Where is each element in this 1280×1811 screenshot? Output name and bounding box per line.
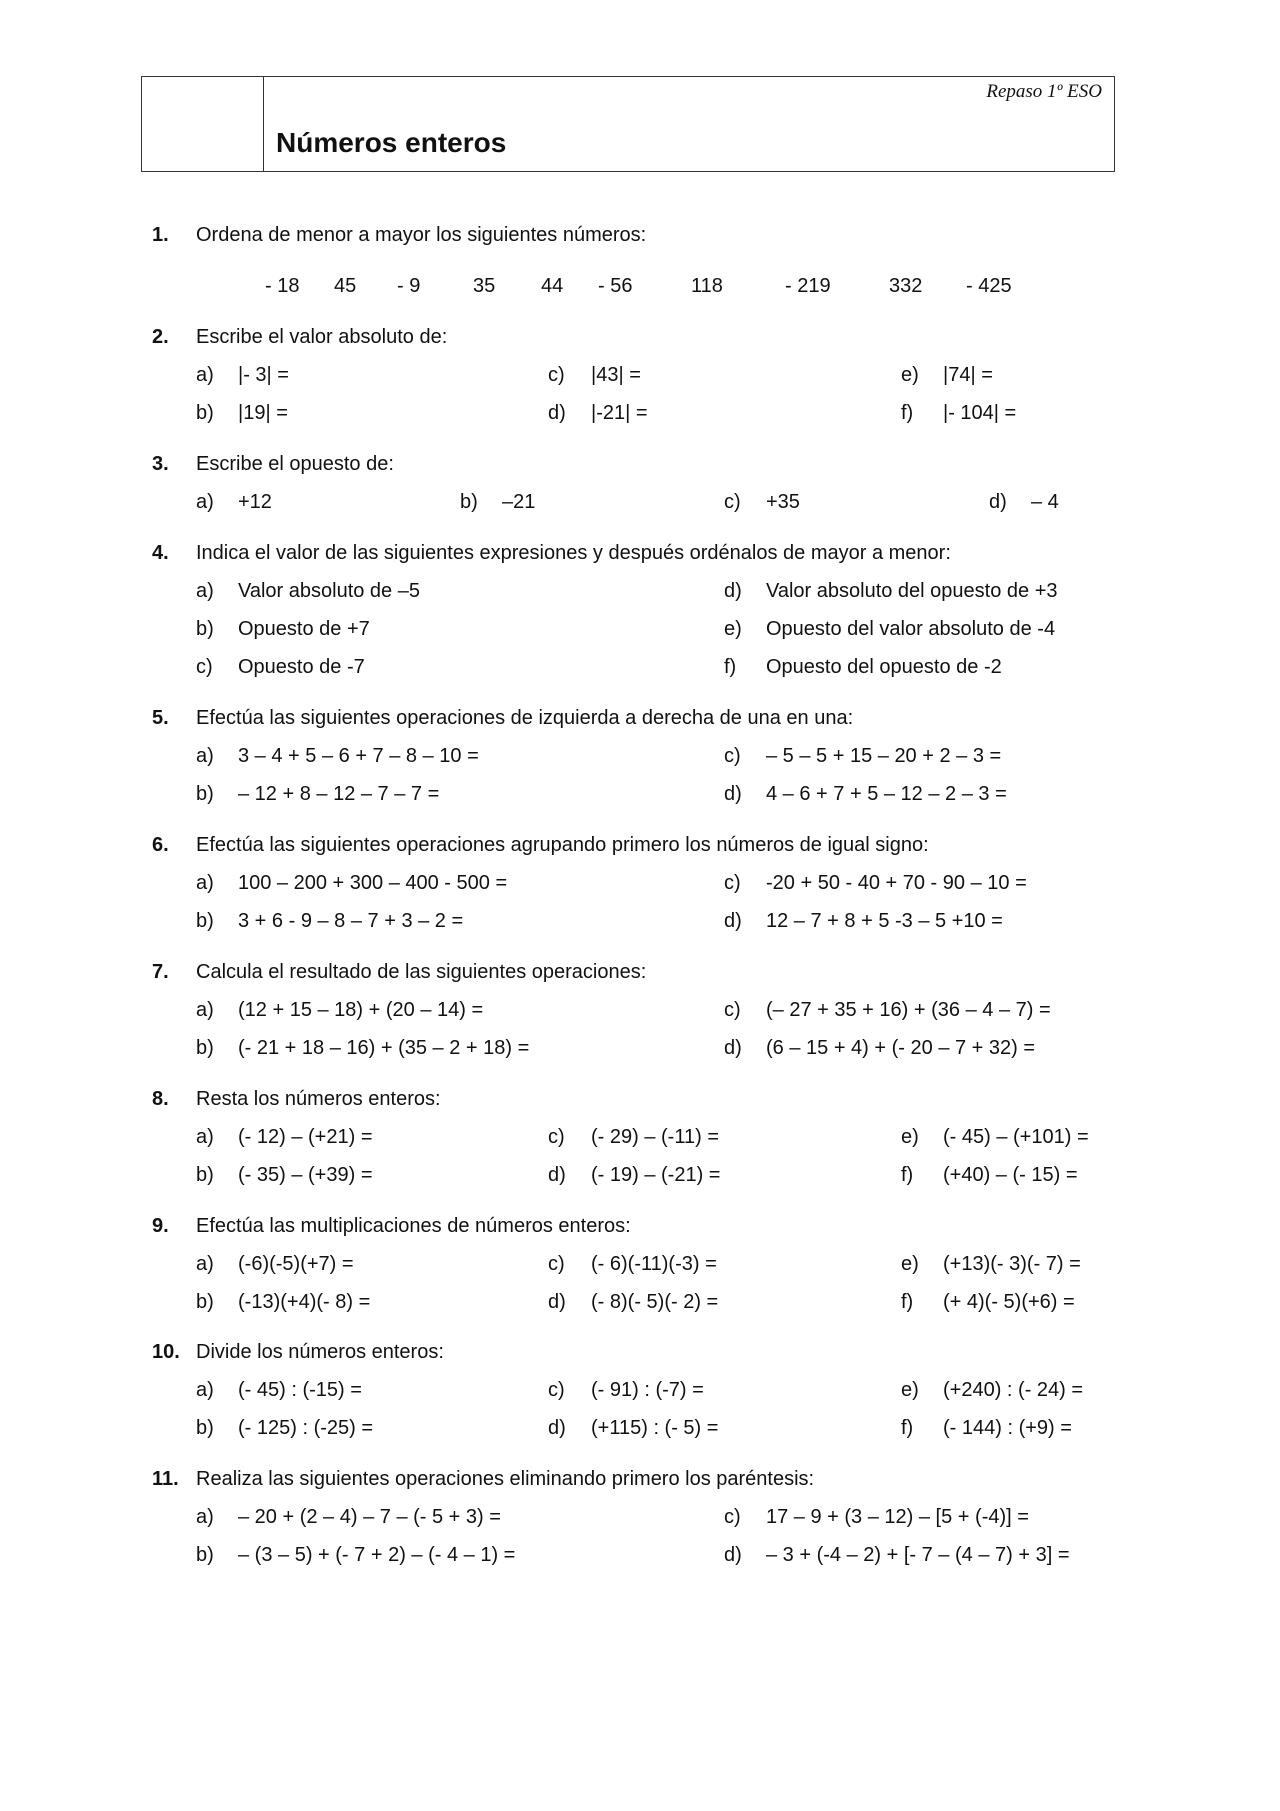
item-expression: Valor absoluto del opuesto de +3 bbox=[766, 580, 1058, 602]
item-expression: 17 – 9 + (3 – 12) – [5 + (-4)] = bbox=[766, 1506, 1029, 1528]
exercise-number: 4. bbox=[152, 542, 169, 564]
item-label: b) bbox=[196, 910, 214, 932]
item-expression: (– 27 + 35 + 16) + (36 – 4 – 7) = bbox=[766, 999, 1051, 1021]
item-expression: 4 – 6 + 7 + 5 – 12 – 2 – 3 = bbox=[766, 783, 1007, 805]
item-label: e) bbox=[724, 618, 742, 640]
item-label: d) bbox=[724, 580, 742, 602]
exercise-statement: Efectúa las siguientes operaciones agrupando primero los números de igual signo: bbox=[196, 834, 929, 856]
item-label: f) bbox=[901, 1291, 914, 1313]
exercise-number: 3. bbox=[152, 453, 169, 475]
item-row bbox=[0, 1379, 1280, 1407]
item-expression: (- 29) – (-11) = bbox=[591, 1126, 719, 1148]
exercise-number: 1. bbox=[152, 224, 169, 246]
item-label: c) bbox=[548, 1126, 565, 1148]
item-label: b) bbox=[196, 1417, 214, 1439]
exercise-statement: Divide los números enteros: bbox=[196, 1341, 444, 1363]
item-label: f) bbox=[901, 1164, 914, 1186]
item-expression: – (3 – 5) + (- 7 + 2) – (- 4 – 1) = bbox=[238, 1544, 516, 1566]
item-expression: Opuesto del valor absoluto de -4 bbox=[766, 618, 1056, 640]
item-expression: (- 12) – (+21) = bbox=[238, 1126, 373, 1148]
item-label: a) bbox=[196, 580, 214, 602]
item-row bbox=[0, 1126, 1280, 1154]
item-row bbox=[0, 1544, 1280, 1572]
item-expression: (- 6)(-11)(-3) = bbox=[591, 1253, 717, 1275]
item-row bbox=[0, 618, 1280, 646]
exercise-statement: Escribe el valor absoluto de: bbox=[196, 326, 448, 348]
exercise-number: 7. bbox=[152, 961, 169, 983]
item-label: d) bbox=[724, 1037, 742, 1059]
exercise-statement: Resta los números enteros: bbox=[196, 1088, 441, 1110]
item-label: c) bbox=[548, 1379, 565, 1401]
item-label: e) bbox=[901, 364, 919, 386]
item-row bbox=[0, 491, 1280, 519]
item-expression: (+ 4)(- 5)(+6) = bbox=[943, 1291, 1075, 1313]
item-expression: |43| = bbox=[591, 364, 641, 386]
item-label: b) bbox=[460, 491, 478, 513]
item-row bbox=[0, 580, 1280, 608]
sequence-number: - 18 bbox=[265, 275, 300, 297]
item-row bbox=[0, 364, 1280, 392]
exercise-number: 10. bbox=[152, 1341, 180, 1363]
item-expression: (-6)(-5)(+7) = bbox=[238, 1253, 354, 1275]
exercise-number: 5. bbox=[152, 707, 169, 729]
header-subtitle: Repaso 1º ESO bbox=[986, 81, 1102, 102]
exercise-number: 6. bbox=[152, 834, 169, 856]
item-label: e) bbox=[901, 1126, 919, 1148]
item-label: c) bbox=[548, 364, 565, 386]
item-label: d) bbox=[548, 402, 566, 424]
item-expression: -20 + 50 - 40 + 70 - 90 – 10 = bbox=[766, 872, 1027, 894]
item-label: a) bbox=[196, 1253, 214, 1275]
item-expression: 3 – 4 + 5 – 6 + 7 – 8 – 10 = bbox=[238, 745, 479, 767]
item-label: a) bbox=[196, 999, 214, 1021]
page-title: Números enteros bbox=[276, 127, 507, 158]
item-label: f) bbox=[724, 656, 737, 678]
item-expression: (+13)(- 3)(- 7) = bbox=[943, 1253, 1081, 1275]
item-expression: (- 19) – (-21) = bbox=[591, 1164, 721, 1186]
exercise-statement: Indica el valor de las siguientes expresiones y después ordénalos de mayor a menor: bbox=[196, 542, 951, 564]
item-row bbox=[0, 1253, 1280, 1281]
item-expression: Opuesto de -7 bbox=[238, 656, 365, 678]
item-label: a) bbox=[196, 745, 214, 767]
item-label: f) bbox=[901, 402, 914, 424]
item-label: b) bbox=[196, 1037, 214, 1059]
item-expression: (- 125) : (-25) = bbox=[238, 1417, 374, 1439]
item-expression: (-13)(+4)(- 8) = bbox=[238, 1291, 371, 1313]
exercise-statement: Calcula el resultado de las siguientes operaciones: bbox=[196, 961, 647, 983]
exercise-number: 11. bbox=[152, 1468, 179, 1490]
sequence-number: - 56 bbox=[598, 275, 633, 297]
sequence-number: 44 bbox=[541, 275, 564, 297]
item-expression: – 5 – 5 + 15 – 20 + 2 – 3 = bbox=[766, 745, 1002, 767]
item-row bbox=[0, 1164, 1280, 1192]
item-expression: (+115) : (- 5) = bbox=[591, 1417, 719, 1439]
item-label: a) bbox=[196, 1379, 214, 1401]
item-expression: Valor absoluto de –5 bbox=[238, 580, 420, 602]
item-row bbox=[0, 999, 1280, 1027]
sequence-number: 118 bbox=[691, 275, 723, 297]
item-expression: (+240) : (- 24) = bbox=[943, 1379, 1084, 1401]
item-label: b) bbox=[196, 1544, 214, 1566]
item-label: b) bbox=[196, 783, 214, 805]
item-row bbox=[0, 1291, 1280, 1319]
item-label: e) bbox=[901, 1379, 919, 1401]
item-expression: (6 – 15 + 4) + (- 20 – 7 + 32) = bbox=[766, 1037, 1036, 1059]
item-row bbox=[0, 783, 1280, 811]
item-label: e) bbox=[901, 1253, 919, 1275]
item-label: b) bbox=[196, 1291, 214, 1313]
item-expression: (+40) – (- 15) = bbox=[943, 1164, 1078, 1186]
item-label: d) bbox=[724, 783, 742, 805]
item-row bbox=[0, 402, 1280, 430]
sequence-number: 332 bbox=[889, 275, 923, 297]
exercise-statement: Efectúa las siguientes operaciones de izquierda a derecha de una en una: bbox=[196, 707, 854, 729]
item-label: a) bbox=[196, 491, 214, 513]
sequence-number: 45 bbox=[334, 275, 357, 297]
item-label: c) bbox=[724, 999, 741, 1021]
item-expression: |- 3| = bbox=[238, 364, 289, 386]
item-row bbox=[0, 1506, 1280, 1534]
item-label: a) bbox=[196, 872, 214, 894]
item-expression: 100 – 200 + 300 – 400 - 500 = bbox=[238, 872, 508, 894]
number-sequence bbox=[0, 275, 1280, 303]
sequence-number: - 9 bbox=[397, 275, 421, 297]
item-label: a) bbox=[196, 1126, 214, 1148]
item-expression: |-21| = bbox=[591, 402, 648, 424]
item-label: b) bbox=[196, 1164, 214, 1186]
item-expression: – 3 + (-4 – 2) + [- 7 – (4 – 7) + 3] = bbox=[766, 1544, 1070, 1566]
item-expression: |- 104| = bbox=[943, 402, 1017, 424]
item-row bbox=[0, 872, 1280, 900]
item-expression: – 20 + (2 – 4) – 7 – (- 5 + 3) = bbox=[238, 1506, 501, 1528]
item-row bbox=[0, 1037, 1280, 1065]
item-expression: |74| = bbox=[943, 364, 993, 386]
item-expression: Opuesto de +7 bbox=[238, 618, 370, 640]
item-label: c) bbox=[724, 491, 741, 513]
item-expression: – 4 bbox=[1031, 491, 1059, 513]
sequence-number: - 219 bbox=[785, 275, 831, 297]
item-row bbox=[0, 745, 1280, 773]
item-expression: Opuesto del opuesto de -2 bbox=[766, 656, 1002, 678]
item-expression: |19| = bbox=[238, 402, 288, 424]
item-expression: (- 45) – (+101) = bbox=[943, 1126, 1089, 1148]
item-row bbox=[0, 656, 1280, 684]
item-label: d) bbox=[548, 1417, 566, 1439]
item-label: a) bbox=[196, 1506, 214, 1528]
exercise-number: 9. bbox=[152, 1215, 169, 1237]
item-label: c) bbox=[724, 745, 741, 767]
item-expression: (- 91) : (-7) = bbox=[591, 1379, 704, 1401]
exercise-statement: Realiza las siguientes operaciones eliminando primero los paréntesis: bbox=[196, 1468, 815, 1490]
item-label: d) bbox=[548, 1291, 566, 1313]
exercise-number: 8. bbox=[152, 1088, 169, 1110]
item-expression: (- 8)(- 5)(- 2) = bbox=[591, 1291, 719, 1313]
item-expression: 3 + 6 - 9 – 8 – 7 + 3 – 2 = bbox=[238, 910, 464, 932]
item-expression: (- 21 + 18 – 16) + (35 – 2 + 18) = bbox=[238, 1037, 530, 1059]
item-label: d) bbox=[989, 491, 1007, 513]
item-row bbox=[0, 1417, 1280, 1445]
exercise-number: 2. bbox=[152, 326, 169, 348]
header-box bbox=[141, 76, 1115, 172]
header-divider bbox=[263, 77, 264, 171]
item-label: a) bbox=[196, 364, 214, 386]
item-expression: 12 – 7 + 8 + 5 -3 – 5 +10 = bbox=[766, 910, 1003, 932]
item-expression: (- 144) : (+9) = bbox=[943, 1417, 1072, 1439]
exercise-statement: Ordena de menor a mayor los siguientes números: bbox=[196, 224, 647, 246]
item-expression: +35 bbox=[766, 491, 800, 513]
sequence-number: - 425 bbox=[966, 275, 1012, 297]
exercise-statement: Efectúa las multiplicaciones de números enteros: bbox=[196, 1215, 631, 1237]
item-label: b) bbox=[196, 618, 214, 640]
sequence-number: 35 bbox=[473, 275, 496, 297]
item-expression: +12 bbox=[238, 491, 272, 513]
item-expression: –21 bbox=[502, 491, 536, 513]
item-expression: (12 + 15 – 18) + (20 – 14) = bbox=[238, 999, 484, 1021]
exercise-statement: Escribe el opuesto de: bbox=[196, 453, 394, 475]
item-row bbox=[0, 910, 1280, 938]
item-expression: (- 35) – (+39) = bbox=[238, 1164, 373, 1186]
item-label: c) bbox=[724, 872, 741, 894]
item-label: c) bbox=[548, 1253, 565, 1275]
item-label: d) bbox=[724, 910, 742, 932]
item-label: f) bbox=[901, 1417, 914, 1439]
item-label: c) bbox=[196, 656, 213, 678]
item-label: b) bbox=[196, 402, 214, 424]
item-expression: – 12 + 8 – 12 – 7 – 7 = bbox=[238, 783, 440, 805]
item-expression: (- 45) : (-15) = bbox=[238, 1379, 362, 1401]
item-label: d) bbox=[724, 1544, 742, 1566]
item-label: c) bbox=[724, 1506, 741, 1528]
item-label: d) bbox=[548, 1164, 566, 1186]
